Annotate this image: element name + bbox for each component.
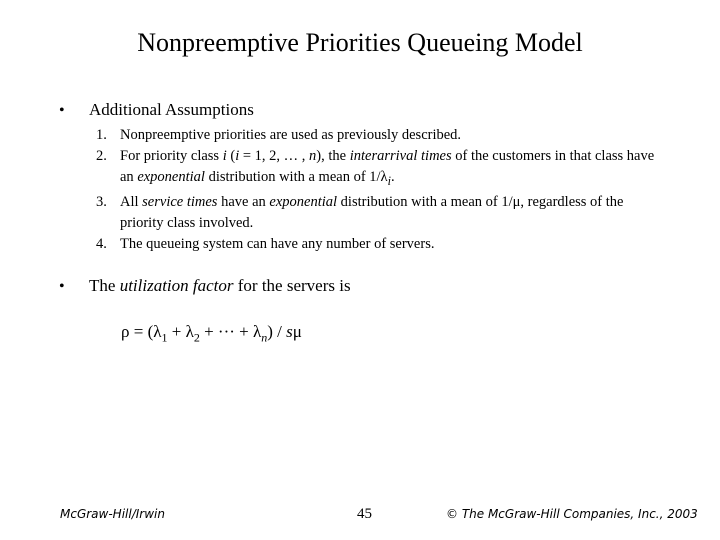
assumption-item <box>96 125 666 146</box>
assumptions-list <box>96 125 666 255</box>
bullet-marker: • <box>59 278 65 295</box>
item-text: The queueing system can have any number of servers. <box>120 235 435 252</box>
bullet-marker: • <box>59 102 65 119</box>
utilization-heading: The utilization factor for the servers is <box>89 276 351 295</box>
utilization-formula: $\rho = (\lambda_1 + \lambda_2$ + ··· + $\lambda_n$) / sμ <box>121 322 302 345</box>
slide-title: Nonpreemptive Priorities Queueing Model <box>137 28 583 57</box>
assumptions-heading: Additional Assumptions <box>89 100 254 119</box>
item-number: 4. <box>96 235 107 252</box>
item-text: For priority class i (i = 1, 2, … , n), the interarrival times of the customers in that class have an exponential distribution with a mean of $1/\lambda_i$. <box>120 148 655 188</box>
item-text: All service times have an exponential distribution with a mean of 1/μ, regardless of the priority class involved. <box>120 193 624 231</box>
item-text: Nonpreemptive priorities are used as previously described. <box>120 127 462 143</box>
assumption-item <box>96 234 666 255</box>
assumption-item <box>96 192 666 234</box>
page-number: 45 <box>357 506 372 522</box>
item-number: 1. <box>96 127 107 143</box>
footer-publisher: McGraw-Hill/Irwin <box>60 507 165 521</box>
assumption-item <box>96 146 666 192</box>
item-number: 2. <box>96 148 107 164</box>
item-number: 3. <box>96 193 107 210</box>
footer-copyright: © The McGraw-Hill Companies, Inc., 2003 <box>446 507 698 521</box>
